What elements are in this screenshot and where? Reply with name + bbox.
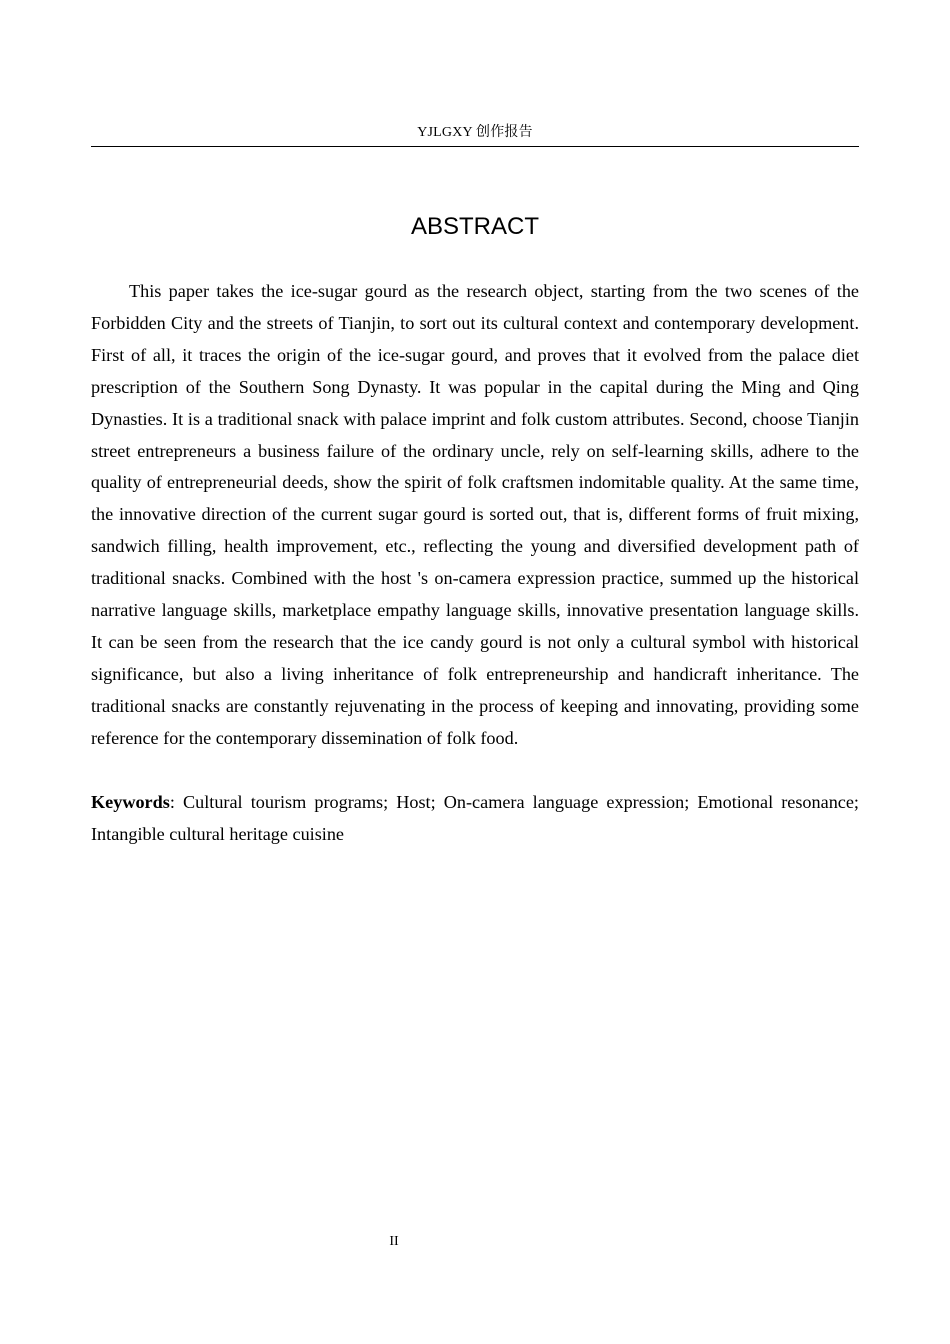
page-number: II [389, 1234, 399, 1249]
header-divider [91, 146, 859, 147]
abstract-body: This paper takes the ice-sugar gourd as the research object, starting from the two scenes of the Forbidden City and the streets of Tianjin, to sort out its cultural context and contemporary development. First of all, it traces the origin of the ice-sugar gourd, and proves that it evolved from the palace diet prescription of the Southern Song Dynasty. It was popular in the capital during the Ming and Qing Dynasties. It is a traditional snack with palace imprint and folk custom attributes. Second, choose Tianjin street entrepreneurs a business failure of the ordinary uncle, rely on self-learning skills, adhere to the quality of entrepreneurial deeds, show the spirit of folk craftsmen indomitable quality. At the same time, the innovative direction of the current sugar gourd is sorted out, that is, different forms of fruit mixing, sandwich filling, health improvement, etc., reflecting the young and diversified development path of traditional snacks. Combined with the host 's on-camera expression practice, summed up the historical narrative language skills, marketplace empathy language skills, innovative presentation language skills. It can be seen from the research that the ice candy gourd is not only a cultural symbol with historical significance, but also a living inheritance of folk entrepreneurship and handicraft inheritance. The traditional snacks are constantly rejuvenating in the process of keeping and innovating, providing some reference for the contemporary dissemination of folk food. [91, 281, 859, 748]
keywords-text: Cultural tourism programs; Host; On-camera language expression; Emotional resonance; Intangible cultural heritage cuisine [91, 792, 859, 844]
keywords-label: Keywords [91, 792, 170, 812]
abstract-title: ABSTRACT [410, 213, 539, 240]
keywords-paragraph [91, 787, 859, 850]
page-header: YJLGXY 创作报告 [417, 125, 533, 140]
keywords-separator: : [169, 792, 183, 812]
